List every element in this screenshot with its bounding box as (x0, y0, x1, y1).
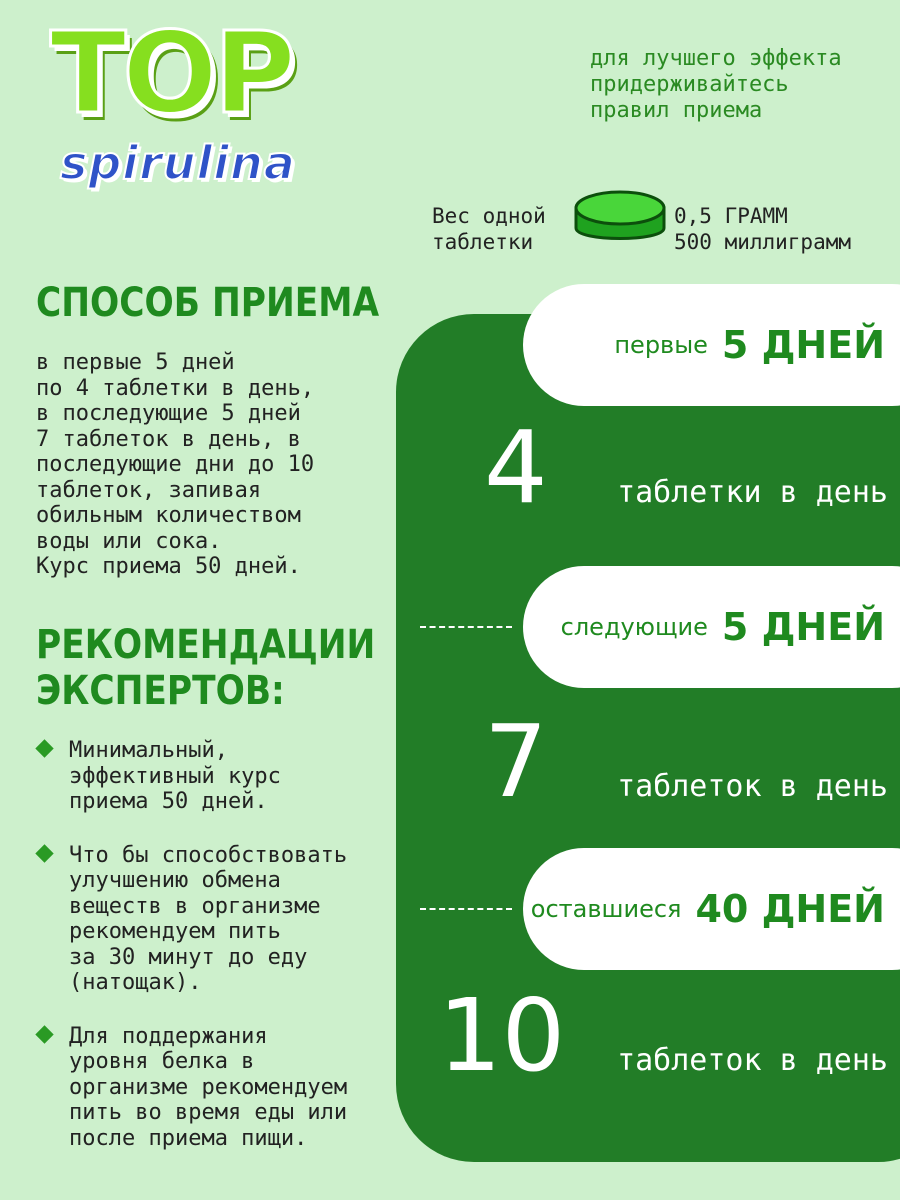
tablet-icon (572, 184, 668, 254)
tablet-unit-text: таблеток в день (617, 769, 888, 804)
tablet-count: 10 (438, 977, 566, 1094)
period-small-label: оставшиеся (530, 895, 682, 923)
period-big-label: 40 ДНЕЙ (695, 887, 885, 931)
logo-sub-text: spirulina (60, 136, 296, 190)
diamond-bullet-icon (35, 844, 53, 862)
tablet-weight-value: 0,5 ГРАММ 500 миллиграмм (674, 204, 852, 254)
period-pill (523, 848, 900, 970)
logo-top-text: TOP (50, 9, 292, 139)
experts-title: РЕКОМЕНДАЦИИ ЭКСПЕРТОВ: (36, 622, 376, 714)
list-item-text: Минимальный, эффективный курс приема 50 дней. (69, 738, 281, 814)
tablet-unit-text: таблеток в день (617, 1043, 888, 1078)
tablet-weight-label: Вес одной таблетки (432, 204, 546, 254)
period-pill (523, 566, 900, 688)
tablet-count: 7 (484, 703, 548, 820)
period-small-label: первые (614, 331, 708, 359)
divider-dash (420, 908, 512, 910)
method-title: СПОСОБ ПРИЕМА (36, 280, 380, 326)
list-item (36, 843, 396, 996)
period-big-label: 5 ДНЕЙ (721, 323, 885, 367)
diamond-bullet-icon (35, 1025, 53, 1043)
list-item (36, 738, 396, 815)
period-big-label: 5 ДНЕЙ (721, 605, 885, 649)
advice-text: для лучшего эффекта придерживайтесь правил приема (590, 46, 842, 123)
period-small-label: следующие (560, 613, 708, 641)
list-item-text: Для поддержания уровня белка в организме рекомендуем пить во время еды или после приема пищи. (69, 1023, 348, 1151)
period-pill (523, 284, 900, 406)
tablet-count: 4 (484, 409, 548, 526)
divider-dash (420, 626, 512, 628)
list-item (36, 1024, 396, 1152)
method-text: в первые 5 дней по 4 таблетки в день, в последующие 5 дней 7 таблеток в день, в последующие дни до 10 таблеток, запивая обильным количеством воды или сока. Курс приема 50 дней. (36, 350, 315, 579)
tablet-unit-text: таблетки в день (617, 475, 888, 510)
diamond-bullet-icon (35, 739, 53, 757)
list-item-text: Что бы способствовать улучшению обмена веществ в организме рекомендуем пить за 30 минут до еду (натощак). (69, 842, 348, 995)
experts-list (36, 738, 396, 1179)
